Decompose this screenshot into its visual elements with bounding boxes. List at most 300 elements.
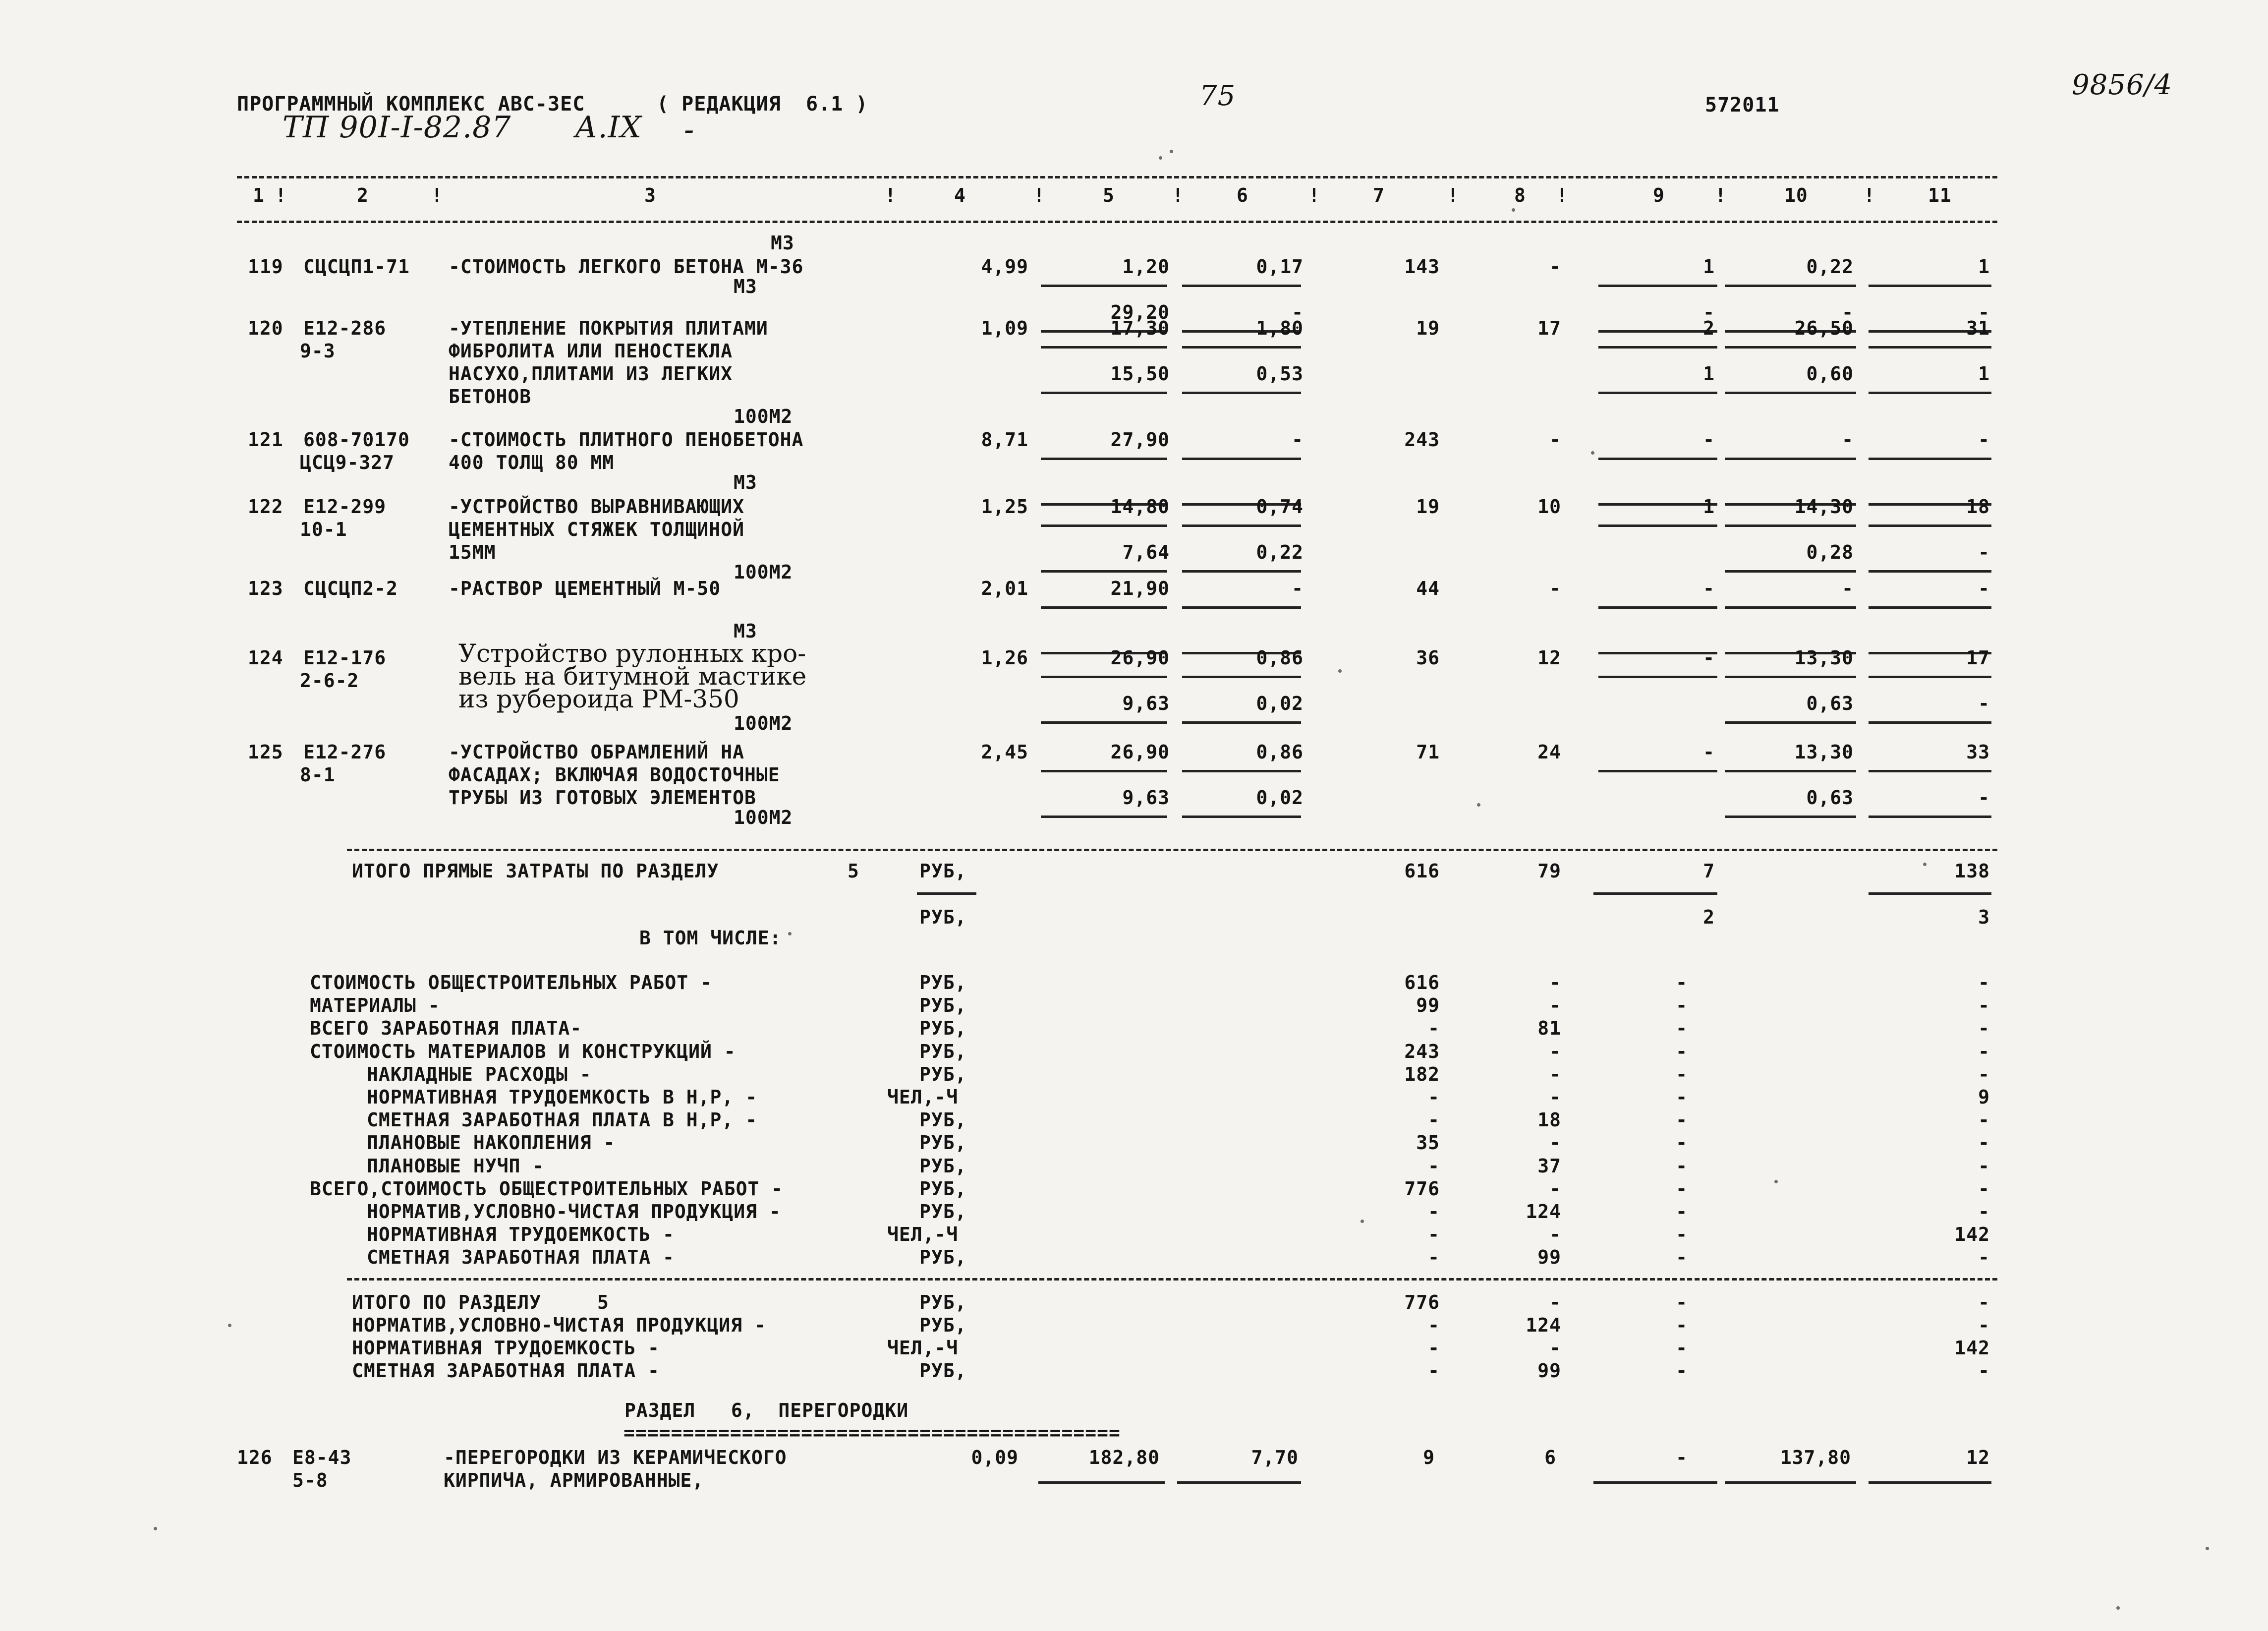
section-total-c11: 142: [1954, 1337, 1990, 1359]
row-machine-cost: 0,17: [1256, 256, 1304, 278]
breakdown-c7: -: [1428, 1109, 1440, 1131]
row-underline: [1593, 892, 1717, 895]
breakdown-label: НОРМАТИВНАЯ ТРУДОЕМКОСТЬ В Н,Р, -: [367, 1086, 757, 1108]
row-c7: 9: [1423, 1447, 1435, 1468]
breakdown-unit: РУБ,: [919, 1246, 967, 1269]
row-wages: 24: [1537, 741, 1561, 763]
row-underline: [1182, 770, 1301, 772]
section-total-c9: -: [1676, 1291, 1688, 1313]
row-underline: [1725, 676, 1856, 678]
total-direct-section: 5: [848, 860, 859, 882]
row-unit-cost: 29,20: [1110, 301, 1170, 323]
breakdown-c9: -: [1676, 1223, 1688, 1246]
section-total-c11: -: [1978, 1360, 1990, 1382]
row-c6: 7,70: [1251, 1447, 1299, 1468]
section-total-c8: 99: [1537, 1360, 1561, 1382]
row-machine-total: 1: [1703, 256, 1715, 278]
column-header-4: 4: [954, 184, 966, 206]
row-labor-total: 31: [1966, 317, 1990, 339]
row-labor-total: 18: [1966, 496, 1990, 518]
column-separator: !: [275, 184, 287, 206]
breakdown-c9: -: [1676, 1017, 1688, 1040]
project-code: ТП 90Ӏ-Ӏ-82.87: [283, 110, 511, 145]
row-number: 125: [248, 741, 284, 763]
row-underline: [1182, 676, 1301, 678]
breakdown-c9: -: [1676, 1040, 1688, 1062]
row-total: 36: [1416, 647, 1440, 669]
breakdown-c9: -: [1676, 1063, 1688, 1085]
total-direct-c11: 3: [1978, 906, 1990, 928]
row-labor-unit: -: [1842, 578, 1854, 599]
scan-speck: [2206, 1547, 2209, 1550]
column-separator: !: [1556, 184, 1568, 206]
breakdown-c7: -: [1428, 1155, 1440, 1177]
row-underline: [1725, 606, 1856, 609]
breakdown-unit: РУБ,: [919, 1132, 967, 1154]
breakdown-c11: -: [1978, 1246, 1990, 1269]
section-total-c11: -: [1978, 1291, 1990, 1313]
section-total-label: НОРМАТИВ,УСЛОВНО-ЧИСТАЯ ПРОДУКЦИЯ -: [352, 1314, 766, 1336]
breakdown-c8: 99: [1537, 1246, 1561, 1269]
row-quantity: 2,01: [981, 578, 1028, 599]
breakdown-unit: РУБ,: [919, 1177, 967, 1200]
row-quantity: 1,09: [981, 317, 1028, 339]
total-rule: [347, 849, 1997, 851]
row-unit-cost: 27,90: [1110, 429, 1170, 451]
row-number: 119: [248, 256, 284, 278]
breakdown-c9: -: [1676, 1086, 1688, 1108]
row-unit-cost: 15,50: [1110, 363, 1170, 385]
row-underline: [1041, 770, 1167, 772]
row-quantity: 1,25: [981, 496, 1028, 518]
breakdown-c7: -: [1428, 1086, 1440, 1108]
breakdown-label: СМЕТНАЯ ЗАРАБОТНАЯ ПЛАТА В Н,Р, -: [367, 1109, 757, 1131]
breakdown-c8: 124: [1526, 1201, 1561, 1223]
total-direct-label: ИТОГО ПРЯМЫЕ ЗАТРАТЫ ПО РАЗДЕЛУ: [352, 860, 719, 882]
row-underline: [1869, 676, 1991, 678]
breakdown-c11: -: [1978, 1017, 1990, 1040]
column-header-5: 5: [1103, 184, 1115, 206]
scan-speck: [1361, 1220, 1364, 1223]
row-machine-cost: 0,74: [1256, 496, 1304, 518]
row-unit: 100М2: [734, 406, 793, 427]
breakdown-c7: 182: [1404, 1063, 1440, 1085]
row-quantity: 4,99: [981, 256, 1028, 278]
row-underline: [1041, 524, 1167, 527]
row-code: 9-3: [300, 340, 336, 362]
breakdown-c9: -: [1676, 1109, 1688, 1131]
row-description: ЦЕМЕНТНЫХ СТЯЖЕК ТОЛЩИНОЙ: [449, 519, 744, 540]
row-code: Е12-286: [303, 317, 387, 339]
row-c5: 182,80: [1088, 1447, 1160, 1468]
row-unit: М3: [734, 471, 757, 493]
row-code: СЦСЦП1-71: [303, 256, 410, 278]
section-total-unit: РУБ,: [919, 1314, 967, 1336]
row-underline: [1598, 676, 1717, 678]
edition-label: ( РЕДАКЦИЯ 6.1 ): [657, 93, 868, 116]
section-total-c7: 776: [1404, 1291, 1440, 1313]
breakdown-c11: -: [1978, 1132, 1990, 1154]
row-underline: [1041, 570, 1167, 573]
row-machine-total: 1: [1703, 363, 1715, 385]
total-direct-c7: 616: [1404, 860, 1440, 882]
row-labor-unit: 13,30: [1794, 741, 1854, 763]
row-machine-total: -: [1703, 578, 1715, 599]
section-total-c11: -: [1978, 1314, 1990, 1336]
row-machine-cost: 0,02: [1256, 693, 1304, 714]
column-header-10: 10: [1784, 184, 1808, 206]
row-description: ФИБРОЛИТА ИЛИ ПЕНОСТЕКЛА: [449, 340, 733, 362]
row-total: 243: [1404, 429, 1440, 451]
row-underline: [1869, 721, 1991, 724]
breakdown-c9: -: [1676, 1177, 1688, 1200]
breakdown-c9: -: [1676, 1246, 1688, 1269]
section-total-unit: РУБ,: [919, 1291, 967, 1313]
row-machine-cost: -: [1292, 429, 1304, 451]
row-number: 121: [248, 429, 284, 451]
row-underline: [1041, 676, 1167, 678]
row-description: -УСТРОЙСТВО ОБРАМЛЕНИЙ НА: [449, 741, 744, 763]
breakdown-c11: -: [1978, 1109, 1990, 1131]
row-underline: [1725, 816, 1856, 818]
row-total: 19: [1416, 496, 1440, 518]
column-separator: !: [1308, 184, 1320, 206]
row-labor-unit: 0,22: [1806, 256, 1854, 278]
row-labor-total: -: [1978, 541, 1990, 563]
row-labor-unit: -: [1842, 429, 1854, 451]
row-underline: [1041, 346, 1167, 349]
row-c10: 137,80: [1780, 1447, 1851, 1468]
row-code: Е12-176: [303, 647, 387, 669]
row-underline: [1725, 392, 1856, 394]
row-underline: [1725, 770, 1856, 772]
row-underline: [1869, 570, 1991, 573]
row-c4: 0,09: [971, 1447, 1019, 1468]
row-unit-cost: 14,80: [1110, 496, 1170, 518]
column-separator: !: [885, 184, 897, 206]
row-underline: [1598, 346, 1717, 349]
breakdown-unit: ЧЕЛ,-Ч: [887, 1086, 959, 1108]
breakdown-c7: 35: [1416, 1132, 1440, 1154]
row-unit: 100М2: [734, 561, 793, 583]
row-underline: [1598, 503, 1717, 506]
section-total-rule: [347, 1278, 1997, 1281]
row-number: 124: [248, 647, 284, 669]
row-description: КИРПИЧА, АРМИРОВАННЫЕ,: [444, 1469, 704, 1491]
section-total-unit: РУБ,: [919, 1360, 967, 1382]
row-description: -РАСТВОР ЦЕМЕНТНЫЙ М-50: [449, 578, 721, 599]
row-code: ЦСЦ9-327: [300, 452, 395, 473]
row-labor-total: 17: [1966, 647, 1990, 669]
row-labor-total: -: [1978, 301, 1990, 323]
row-code: Е12-299: [303, 496, 387, 518]
row-description: ТРУБЫ ИЗ ГОТОВЫХ ЭЛЕМЕНТОВ: [449, 787, 756, 809]
column-header-9: 9: [1653, 184, 1665, 206]
row-underline: [1182, 721, 1301, 724]
row-unit: 100М2: [734, 807, 793, 828]
column-separator: !: [1033, 184, 1045, 206]
row-underline: [1725, 570, 1856, 573]
row-labor-unit: 26,50: [1794, 317, 1854, 339]
row-machine-cost: 0,86: [1256, 647, 1304, 669]
row-unit-cost: 7,64: [1122, 541, 1170, 563]
breakdown-c11: -: [1978, 972, 1990, 993]
row-underline: [1598, 330, 1717, 333]
section-total-label: СМЕТНАЯ ЗАРАБОТНАЯ ПЛАТА -: [352, 1360, 660, 1382]
scan-speck: [1923, 863, 1927, 866]
breakdown-c9: -: [1676, 994, 1688, 1017]
row-c11: 12: [1966, 1447, 1990, 1468]
row-machine-cost: -: [1292, 578, 1304, 599]
breakdown-c9: -: [1676, 1155, 1688, 1177]
breakdown-c7: 616: [1404, 972, 1440, 993]
row-underline: [1869, 458, 1991, 460]
section-6-underline: ==========================================: [624, 1422, 1121, 1444]
row-c9: -: [1676, 1447, 1688, 1468]
column-header-11: 11: [1928, 184, 1952, 206]
row-machine-total: 1: [1703, 496, 1715, 518]
total-direct-unit: РУБ,: [919, 860, 967, 882]
row-quantity: 2,45: [981, 741, 1028, 763]
breakdown-unit: РУБ,: [919, 994, 967, 1017]
row-machine-cost: 1,80: [1256, 317, 1304, 339]
row-unit-cost: 9,63: [1122, 787, 1170, 809]
row-labor-unit: 0,28: [1806, 541, 1854, 563]
breakdown-c8: -: [1549, 1132, 1561, 1154]
breakdown-c11: -: [1978, 1201, 1990, 1223]
row-underline: [1869, 606, 1991, 609]
row-labor-total: 33: [1966, 741, 1990, 763]
album-dash: -: [684, 113, 695, 147]
breakdown-label: НАКЛАДНЫЕ РАСХОДЫ -: [367, 1063, 592, 1085]
row-underline: [1598, 392, 1717, 394]
breakdown-c7: -: [1428, 1017, 1440, 1040]
row-labor-unit: 0,60: [1806, 363, 1854, 385]
section-total-label: ИТОГО ПО РАЗДЕЛУ: [352, 1291, 542, 1313]
breakdown-c8: -: [1549, 1040, 1561, 1062]
row-underline: [1869, 816, 1991, 818]
row-underline: [1598, 458, 1717, 460]
row-machine-cost: 0,02: [1256, 787, 1304, 809]
breakdown-label: ВСЕГО,СТОИМОСТЬ ОБЩЕСТРОИТЕЛЬНЫХ РАБОТ -: [310, 1177, 784, 1200]
breakdown-c8: -: [1549, 994, 1561, 1017]
row-code: 8-1: [300, 764, 336, 786]
row-description: -УТЕПЛЕНИЕ ПОКРЫТИЯ ПЛИТАМИ: [449, 317, 768, 339]
row-machine-cost: 0,86: [1256, 741, 1304, 763]
breakdown-c7: -: [1428, 1201, 1440, 1223]
row-code: СЦСЦП2-2: [303, 578, 398, 599]
row-description-typed: вель на битумной мастике: [458, 662, 807, 691]
section-total-label: НОРМАТИВНАЯ ТРУДОЕМКОСТЬ -: [352, 1337, 660, 1359]
scan-speck: [1338, 669, 1342, 673]
section-total-c8: -: [1549, 1337, 1561, 1359]
row-wages: 10: [1537, 496, 1561, 518]
section-total-number: 5: [597, 1291, 609, 1313]
scan-speck: [1591, 451, 1594, 455]
row-labor-unit: 0,63: [1806, 787, 1854, 809]
row-underline: [1041, 606, 1167, 609]
breakdown-unit: РУБ,: [919, 972, 967, 993]
breakdown-c8: 81: [1537, 1017, 1561, 1040]
row-total: 19: [1416, 317, 1440, 339]
row-underline: [1869, 524, 1991, 527]
row-number: 120: [248, 317, 284, 339]
row-unit-cost: 26,90: [1110, 741, 1170, 763]
row-underline: [917, 892, 976, 895]
program-title: ПРОГРАММНЫЙ КОМПЛЕКС АВС-3ЕС: [237, 93, 585, 116]
row-number: 126: [237, 1447, 273, 1468]
album-label: А.IХ: [575, 110, 642, 145]
section-6-title: РАЗДЕЛ 6, ПЕРЕГОРОДКИ: [624, 1399, 909, 1421]
breakdown-c8: -: [1549, 1177, 1561, 1200]
row-wages: 17: [1537, 317, 1561, 339]
row-underline: [1869, 770, 1991, 772]
scan-speck: [1159, 156, 1162, 160]
breakdown-c7: -: [1428, 1246, 1440, 1269]
column-separator: !: [1864, 184, 1875, 206]
row-unit-cost: 1,20: [1122, 256, 1170, 278]
row-underline: [1725, 524, 1856, 527]
column-header-1: 1: [253, 184, 265, 206]
breakdown-c11: -: [1978, 1040, 1990, 1062]
row-code: 10-1: [300, 519, 347, 540]
row-description: -СТОИМОСТЬ ЛЕГКОГО БЕТОНА М-36: [449, 256, 804, 278]
scan-speck: [1477, 803, 1480, 807]
row-underline: [1598, 652, 1717, 654]
breakdown-c9: -: [1676, 972, 1688, 993]
breakdown-label: МАТЕРИАЛЫ -: [310, 994, 440, 1017]
row-underline: [1869, 1481, 1991, 1484]
row-underline: [1038, 1481, 1165, 1484]
row-machine-total: 2: [1703, 317, 1715, 339]
row-unit-cost: 9,63: [1122, 693, 1170, 714]
row-underline: [1598, 524, 1717, 527]
breakdown-c9: -: [1676, 1132, 1688, 1154]
row-description: ФАСАДАХ; ВКЛЮЧАЯ ВОДОСТОЧНЫЕ: [449, 764, 780, 786]
breakdown-unit: ЧЕЛ,-Ч: [887, 1223, 959, 1246]
section-total-c8: -: [1549, 1291, 1561, 1313]
section-total-unit: ЧЕЛ,-Ч: [887, 1337, 959, 1359]
row-description: 400 ТОЛЩ 80 ММ: [449, 452, 615, 473]
scan-speck: [154, 1527, 157, 1530]
row-code: Е12-276: [303, 741, 387, 763]
header-rule-top: [237, 176, 1997, 178]
section-total-c9: -: [1676, 1360, 1688, 1382]
archive-number: 9856/4: [2072, 69, 2173, 101]
column-separator: !: [1447, 184, 1459, 206]
row-machine-cost: -: [1292, 301, 1304, 323]
column-separator: !: [1172, 184, 1184, 206]
breakdown-unit: РУБ,: [919, 1109, 967, 1131]
breakdown-c8: -: [1549, 1223, 1561, 1246]
row-machine-cost: 0,53: [1256, 363, 1304, 385]
scan-speck: [1512, 208, 1515, 212]
breakdown-c8: 37: [1537, 1155, 1561, 1177]
row-underline: [1598, 606, 1717, 609]
row-description: БЕТОНОВ: [449, 386, 532, 408]
row-quantity: 8,71: [981, 429, 1028, 451]
breakdown-c7: -: [1428, 1223, 1440, 1246]
breakdown-label: НОРМАТИВ,УСЛОВНО-ЧИСТАЯ ПРОДУКЦИЯ -: [367, 1201, 781, 1223]
row-unit-top: М3: [771, 232, 794, 254]
row-wages: 12: [1537, 647, 1561, 669]
row-underline: [1725, 721, 1856, 724]
row-unit: М3: [734, 620, 757, 642]
row-machine-total: -: [1703, 429, 1715, 451]
breakdown-label: НОРМАТИВНАЯ ТРУДОЕМКОСТЬ -: [367, 1223, 675, 1246]
row-underline: [1041, 285, 1167, 287]
breakdown-c8: -: [1549, 972, 1561, 993]
row-underline: [1725, 285, 1856, 287]
column-header-6: 6: [1237, 184, 1248, 206]
scan-speck: [228, 1324, 231, 1327]
breakdown-c11: -: [1978, 1177, 1990, 1200]
row-underline: [1182, 606, 1301, 609]
row-underline: [1182, 816, 1301, 818]
including-label: В ТОМ ЧИСЛЕ:: [639, 927, 782, 949]
breakdown-c7: 243: [1404, 1040, 1440, 1062]
row-unit: М3: [734, 276, 757, 297]
row-underline: [1182, 346, 1301, 349]
breakdown-label: ПЛАНОВЫЕ НАКОПЛЕНИЯ -: [367, 1132, 616, 1154]
total-direct-unit2: РУБ,: [919, 906, 967, 928]
header-rule-bottom: [237, 221, 1997, 223]
total-direct-c9: 7: [1703, 860, 1715, 882]
document-code: 572011: [1705, 94, 1780, 116]
row-number: 123: [248, 578, 284, 599]
breakdown-c8: 18: [1537, 1109, 1561, 1131]
row-underline: [1182, 285, 1301, 287]
section-total-c8: 124: [1526, 1314, 1561, 1336]
row-c8: 6: [1544, 1447, 1556, 1468]
breakdown-label: СМЕТНАЯ ЗАРАБОТНАЯ ПЛАТА -: [367, 1246, 675, 1269]
row-description: -СТОИМОСТЬ ПЛИТНОГО ПЕНОБЕТОНА: [449, 429, 804, 451]
breakdown-label: ПЛАНОВЫЕ НУЧП -: [367, 1155, 545, 1177]
breakdown-c9: -: [1676, 1201, 1688, 1223]
row-underline: [1598, 770, 1717, 772]
row-underline: [1041, 392, 1167, 394]
row-wages: -: [1549, 256, 1561, 278]
row-total: 44: [1416, 578, 1440, 599]
row-underline: [1182, 392, 1301, 394]
row-machine-total: -: [1703, 647, 1715, 669]
row-labor-total: 1: [1978, 256, 1990, 278]
page-number: 75: [1199, 80, 1236, 112]
row-labor-unit: 14,30: [1794, 496, 1854, 518]
section-total-c9: -: [1676, 1314, 1688, 1336]
row-code: 5-8: [292, 1469, 328, 1491]
breakdown-c8: -: [1549, 1063, 1561, 1085]
total-direct-c8: 79: [1537, 860, 1561, 882]
row-description: 15ММ: [449, 541, 496, 563]
row-wages: -: [1549, 578, 1561, 599]
breakdown-c11: -: [1978, 994, 1990, 1017]
section-total-c9: -: [1676, 1337, 1688, 1359]
row-underline: [1041, 721, 1167, 724]
row-labor-total: -: [1978, 578, 1990, 599]
row-description: НАСУХО,ПЛИТАМИ ИЗ ЛЕГКИХ: [449, 363, 733, 385]
row-description-typed: из рубероида РМ-350: [458, 685, 739, 713]
row-labor-unit: 13,30: [1794, 647, 1854, 669]
breakdown-c11: -: [1978, 1155, 1990, 1177]
row-machine-cost: 0,22: [1256, 541, 1304, 563]
breakdown-c8: -: [1549, 1086, 1561, 1108]
row-underline: [1182, 570, 1301, 573]
breakdown-unit: РУБ,: [919, 1155, 967, 1177]
breakdown-label: СТОИМОСТЬ ОБЩЕСТРОИТЕЛЬНЫХ РАБОТ -: [310, 972, 712, 993]
row-labor-total: 1: [1978, 363, 1990, 385]
breakdown-c11: 142: [1954, 1223, 1990, 1246]
